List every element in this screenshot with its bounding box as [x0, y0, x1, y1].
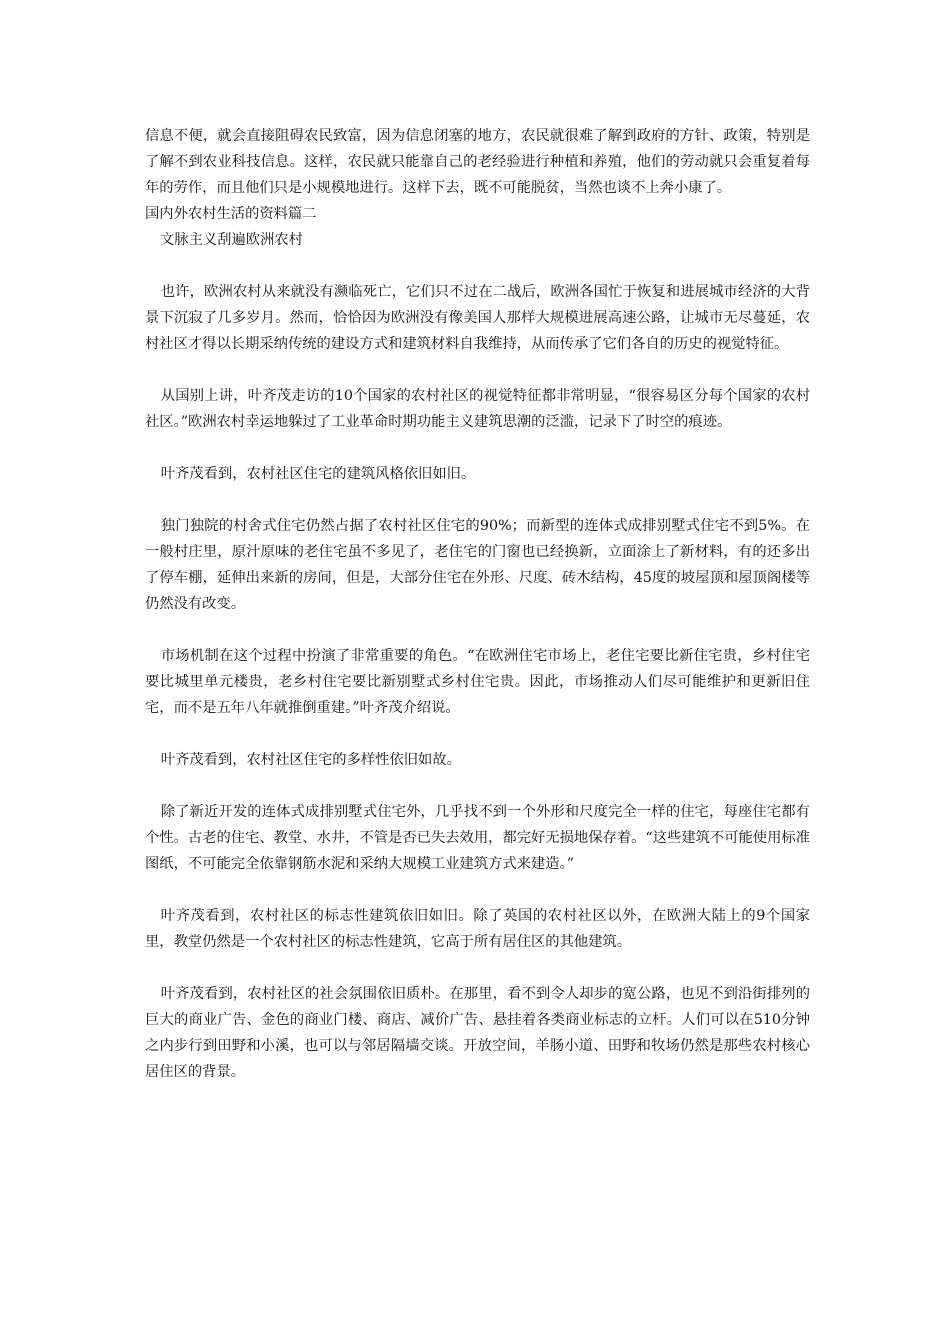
paragraph: 叶齐茂看到，农村社区的社会氛围依旧质朴。在那里，看不到令人却步的宽公路，也见不到沿街排列的巨大的商业广告、金色的商业门楼、商店、减价广告、悬挂着各类商业标志的立杆。人们可以在510分钟之内步行到田野和小溪，也可以与邻居隔墙交谈。开放空间，羊肠小道、田野和牧场仍然是那些农村核心居住区的背景。: [145, 986, 810, 1080]
paragraph: 市场机制在这个过程中扮演了非常重要的角色。“在欧洲住宅市场上，老住宅要比新住宅贵，乡村住宅要比城里单元楼贵，老乡村住宅要比新别墅式乡村住宅贵。因此，市场推动人们尽可能维护和更新旧住宅，而不是五年八年就推倒重建。”叶齐茂介绍说。: [145, 648, 810, 716]
paragraph: 叶齐茂看到，农村社区住宅的多样性依旧如故。: [160, 752, 461, 768]
paragraph: 独门独院的村舍式住宅仍然占据了农村社区住宅的90%；而新型的连体式成排别墅式住宅不到5%。在一般村庄里，原汁原味的老住宅虽不多见了，老住宅的门窗也已经换新，立面涂上了新材料，有的还多出了停车棚，延伸出来新的房间，但是，大部分住宅在外形、尺度、砖木结构，45度的坡屋顶和屋顶阁楼等仍然没有改变。: [145, 518, 810, 612]
paragraph: 也许，欧洲农村从来就没有濒临死亡，它们只不过在二战后，欧洲各国忙于恢复和进展城市经济的大背景下沉寂了几多岁月。然而，恰恰因为欧洲没有像美国人那样大规模进展高速公路，让城市无尽蔓延，农村社区才得以长期采纳传统的建设方式和建筑材料自我维持，从而传承了它们各自的历史的视觉特征。: [145, 284, 810, 352]
paragraph: 叶齐茂看到，农村社区的标志性建筑依旧如旧。除了英国的农村社区以外，在欧洲大陆上的9个国家里，教堂仍然是一个农村社区的标志性建筑，它高于所有居住区的其他建筑。: [145, 908, 810, 950]
section-heading: 国内外农村生活的资料篇二: [145, 206, 317, 222]
document-body: [145, 123, 810, 1085]
paragraph: 叶齐茂看到，农村社区住宅的建筑风格依旧如旧。: [160, 466, 476, 482]
article-title: 文脉主义刮遍欧洲农村: [160, 232, 303, 248]
paragraph: 除了新近开发的连体式成排别墅式住宅外，几乎找不到一个外形和尺度完全一样的住宅，每座住宅都有个性。古老的住宅、教堂、水井，不管是否已失去效用，都完好无损地保存着。“这些建筑不可能使用标准图纸，不可能完全依靠钢筋水泥和采纳大规模工业建筑方式来建造。”: [145, 804, 810, 872]
intro-paragraph: 信息不便，就会直接阻碍农民致富，因为信息闭塞的地方，农民就很难了解到政府的方针、政策，特别是了解不到农业科技信息。这样，农民就只能靠自己的老经验进行种植和养殖，他们的劳动就只会重复着每年的劳作，而且他们只是小规模地进行。这样下去，既不可能脱贫，当然也谈不上奔小康了。: [145, 128, 810, 196]
paragraph: 从国别上讲，叶齐茂走访的10个国家的农村社区的视觉特征都非常明显，“很容易区分每个国家的农村社区。”欧洲农村幸运地躲过了工业革命时期功能主义建筑思潮的泛滥，记录下了时空的痕迹。: [145, 388, 810, 430]
